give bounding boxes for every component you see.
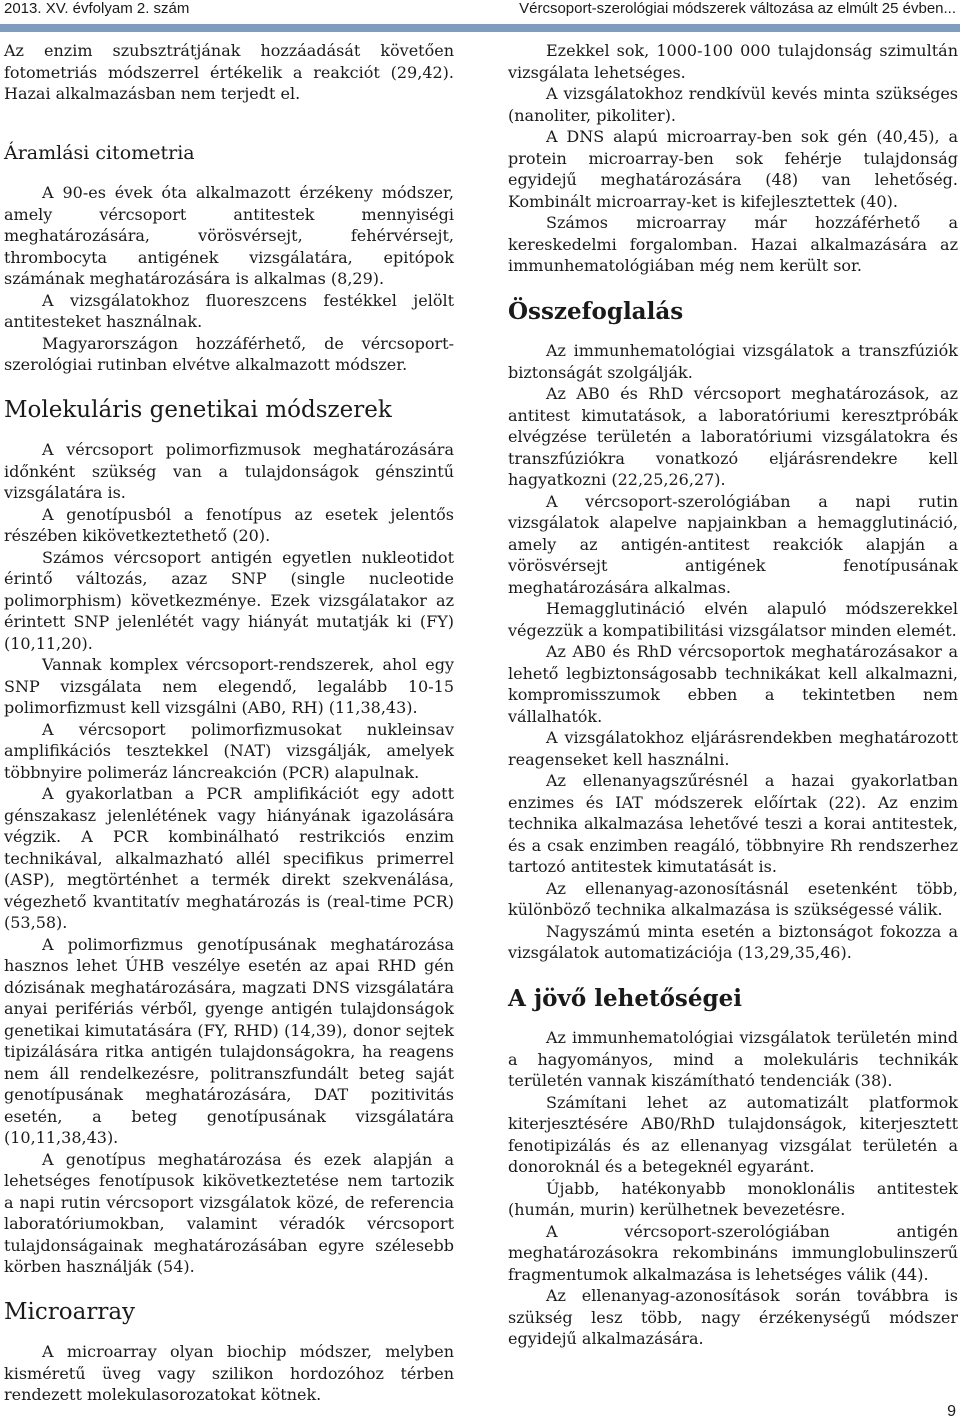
section-heading-flow-cytometry: Áramlási citometria (4, 141, 195, 164)
section-heading-molecular-genetics: Molekuláris genetikai módszerek (4, 396, 392, 423)
section-heading-microarray: Microarray (4, 1298, 136, 1325)
paragraph: A vércsoport-szerológiában antigén meghatározásokra rekombináns immunglobulinszerű fragmentumok alkalmazása is lehetséges válik (44). (508, 1221, 958, 1284)
paragraph: Vannak komplex vércsoport-rendszerek, ahol egy SNP vizsgálata nem elegendő, legalább 10-15 polimorfizmust kell vizsgálni (AB0, RH) (11,38,43). (4, 655, 454, 717)
section-heading-summary: Összefoglalás (508, 297, 684, 325)
header-rule (0, 24, 960, 32)
section-heading-future: A jövő lehetőségei (508, 984, 742, 1012)
article-running-title: Vércsoport-szerológiai módszerek változása az elmúlt 25 évben... (519, 0, 956, 17)
paragraph: A vércsoport-szerológiában a napi rutin vizsgálatok alapelve napjainkban a hemagglutináció, amely az antigén-antitest reakciók alapján a vörösvérsejt antigének fenotípusának meghatározására alkalmas. (508, 491, 958, 597)
paragraph: Számos vércsoport antigén egyetlen nukleotidot érintő változás, azaz SNP (single nucleotide polimorphism) következménye. Ezek vizsgálatakor az érintett SNP jelenlétét vagy hiányát mutatják ki (FY) (10,11,20). (4, 547, 454, 653)
journal-issue: 2013. XV. évfolyam 2. szám (4, 0, 190, 17)
paragraph: A vizsgálatokhoz fluoreszcens festékkel jelölt antitesteket használnak. (4, 290, 454, 331)
paragraph: Az ellenanyag-azonosításnál esetenként több, különböző technika alkalmazása is szükségessé válik. (508, 878, 958, 919)
paragraph: Újabb, hatékonyabb monoklonális antitestek (humán, murin) kerülhetnek bevezetésre. (508, 1178, 958, 1219)
paragraph: Számítani lehet az automatizált platformok kiterjesztésére AB0/RhD tulajdonságok, kiterjesztett fenotipizálás és az ellenanyag vizsgálat területén a donoroknál és a betegeknél egyaránt. (508, 1092, 958, 1176)
left-column (4, 40, 454, 1406)
paragraph: Az immunhematológiai vizsgálatok a transzfúziók biztonságát szolgálják. (508, 341, 958, 382)
paragraph: Számos microarray már hozzáférhető a kereskedelmi forgalomban. Hazai alkalmazására az immunhematológiában még nem került sor. (508, 213, 958, 275)
paragraph: Az AB0 és RhD vércsoportok meghatározásakor a lehető legbiztonságosabb technikákat kell alkalmazni, kompromisszumok ebben a tekintetben nem vállalhatók. (508, 642, 958, 726)
paragraph: A vércsoport polimorfizmusokat nukleinsav amplifikációs tesztekkel (NAT) vizsgálják, amelyek többnyire polimeráz láncreakción (PCR) alapulnak. (4, 719, 454, 782)
right-column (508, 40, 958, 1350)
page-number: 9 (947, 1403, 956, 1420)
paragraph: Az AB0 és RhD vércsoport meghatározások, az antitest kimutatások, a laboratóriumi keresztpróbák elvégzése területén a laboratóriumi vizsgálatokra és transzfúziókra vonatkozó eljárásrendekre kell hagyatkozni (22,25,26,27). (508, 384, 958, 489)
paragraph: Az immunhematológiai vizsgálatok területén mind a hagyományos, mind a molekuláris technikák területén vannak kiszámítható tendenciák (38). (508, 1028, 958, 1090)
paragraph: A polimorfizmus genotípusának meghatározása hasznos lehet ÚHB veszélye esetén az apai RHD gén dózisának meghatározására, magzati DNS vizsgálatára anyai perifériás vérből, gyenge antigén tulajdonságok genetikai kimutatására (FY, RHD) (14,39), donor sejtek tipizálására ritka antigén tulajdonságokra, ha reagens nem áll rendelkezésre, politranszfundált beteg saját genotípusának meghatározására, DAT pozitivitás esetén, a beteg genotípusának vizsgálatára (10,11,38,43). (4, 934, 454, 1147)
paragraph: Nagyszámú minta esetén a biztonságot fokozza a vizsgálatok automatizációja (13,29,35,46). (508, 921, 958, 962)
paragraph: Magyarországon hozzáférhető, de vércsoport-szerológiai rutinban elvétve alkalmazott módszer. (4, 333, 454, 374)
paragraph: Az enzim szubsztrátjának hozzáadását követően fotometriás módszerrel értékelik a reakciót (29,42). Hazai alkalmazásban nem terjedt el. (4, 41, 454, 103)
paragraph: A vércsoport polimorfizmusok meghatározására időnként szükség van a tulajdonságok génszintű vizsgálatára is. (4, 440, 454, 502)
paragraph: A gyakorlatban a PCR amplifikációt egy adott génszakasz jelenlétének vagy hiányának igazolására végzik. A PCR kombinálható restrikciós enzim technikával, alkalmazható allél specifikus primerrel (ASP), megtörténhet a termék direkt szekvenálása, végezhető kvantitatív meghatározás is (real-time PCR) (53,58). (4, 784, 454, 932)
paragraph: A vizsgálatokhoz rendkívül kevés minta szükséges (nanoliter, pikoliter). (508, 84, 958, 125)
paragraph: A microarray olyan biochip módszer, melyben kisméretű üveg vagy szilikon hordozóhoz térben rendezett molekulasorozatokat kötnek. (4, 1342, 454, 1404)
paragraph: Az ellenanyagszűrésnél a hazai gyakorlatban enzimes és IAT módszerek előírtak (22). Az enzim technika alkalmazása lehetővé teszi a korai antitestek, és a csak enzimben reagáló, többnyire Rh rendszerhez tartozó antitestek kimutatását is. (508, 771, 958, 876)
paragraph: A genotípus meghatározása és ezek alapján a lehetséges fenotípusok kikövetkeztetése nem tartozik a napi rutin vércsoport vizsgálatok közé, de referencia laboratóriumokban, valamint véradók vércsoport tulajdonságainak meghatározásában egyre szélesebb körben használják (54). (4, 1149, 454, 1276)
paragraph: A vizsgálatokhoz eljárásrendekben meghatározott reagenseket kell használni. (508, 728, 958, 769)
paragraph: Az ellenanyag-azonosítások során továbbra is szükség lesz több, nagy érzékenységű módszer egyidejű alkalmazására. (508, 1286, 958, 1348)
paragraph: Hemagglutináció elvén alapuló módszerekkel végezzük a kompatibilitási vizsgálatsor minden elemét. (508, 599, 958, 640)
paragraph: A DNS alapú microarray-ben sok gén (40,45), a protein microarray-ben sok fehérje tulajdonság egyidejű meghatározására (48) van lehetőség. Kombinált microarray-ket is kifejlesztettek (40). (508, 127, 958, 211)
paragraph: Ezekkel sok, 1000-100 000 tulajdonság szimultán vizsgálata lehetséges. (508, 41, 958, 82)
paragraph: A genotípusból a fenotípus az esetek jelentős részében kikövetkeztethető (20). (4, 504, 454, 545)
paragraph: A 90-es évek óta alkalmazott érzékeny módszer, amely vércsoport antitestek mennyiségi meghatározására, vörösvérsejt, fehérvérsejt, thrombocyta antigének vizsgálatára, epitópok számának meghatározására is alkalmas (8,29). (4, 183, 454, 288)
